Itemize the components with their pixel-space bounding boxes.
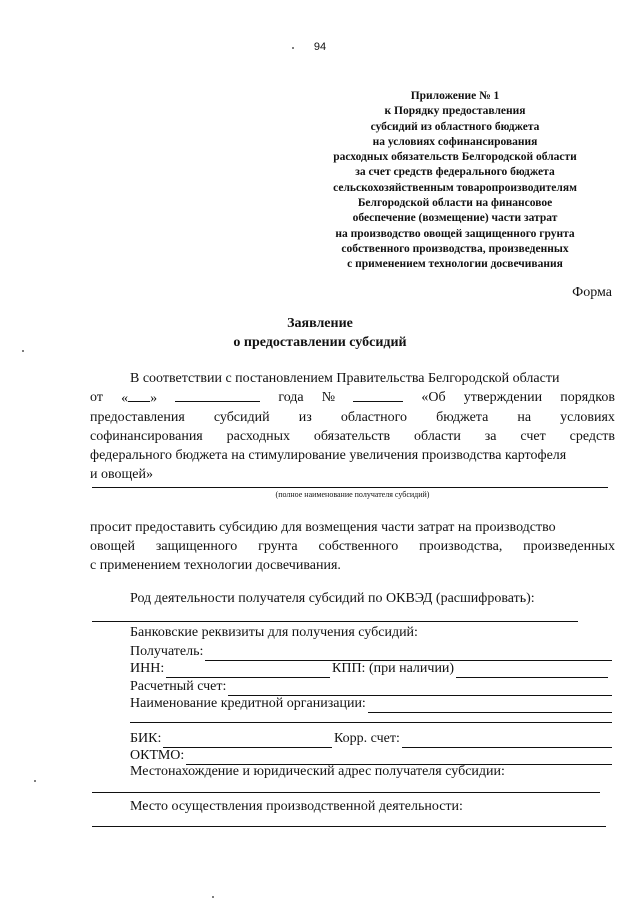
okved-line[interactable] [92, 621, 578, 622]
account-label: Расчетный счет: [130, 679, 227, 694]
intro-word: софинансирования [90, 429, 203, 444]
intro-line [90, 408, 615, 427]
appendix-line: расходных обязательств Белгородской области [333, 151, 577, 164]
activity-place-label: Место осуществления производственной деятельности: [130, 799, 463, 814]
intro-word: из [298, 410, 312, 425]
appendix-line: субсидий из областного бюджета [370, 120, 540, 133]
corr-account-label: Корр. счет: [334, 731, 400, 746]
intro-word: бюджета [436, 410, 489, 425]
activity-place-line[interactable] [92, 826, 606, 827]
number-blank[interactable] [353, 388, 403, 402]
okved-label: Род деятельности получателя субсидий по ОКВЭД (расшифровать): [130, 591, 535, 606]
intro-word: предоставления [90, 410, 185, 425]
scan-speck [292, 47, 294, 49]
intro-line: В соответствии с постановлением Правительства Белгородской области [130, 371, 560, 386]
request-line: с применением технологии досвечивания. [90, 558, 341, 573]
kpp-label: КПП: (при наличии) [332, 661, 455, 676]
scan-speck [22, 350, 24, 352]
intro-word: за [484, 429, 497, 444]
intro-word: № [321, 390, 336, 405]
appendix-line: собственного производства, произведенных [341, 242, 569, 255]
intro-line [90, 427, 615, 446]
intro-word: условиях [560, 410, 615, 425]
bank-name-blank[interactable] [368, 698, 612, 713]
intro-word: обязательств [313, 429, 391, 444]
appendix-line: Приложение № 1 [410, 90, 500, 102]
day-blank[interactable] [128, 388, 150, 402]
month-blank[interactable] [175, 388, 260, 402]
intro-word: «Об [421, 390, 446, 405]
recipient-caption: (полное наименование получателя субсидий) [275, 490, 430, 499]
address-label: Местонахождение и юридический адрес получателя субсидии: [130, 764, 505, 779]
inn-label: ИНН: [130, 661, 165, 676]
inn-blank[interactable] [166, 663, 330, 678]
intro-word: » [150, 391, 158, 406]
address-line[interactable] [92, 792, 600, 793]
recipient-label: Получатель: [130, 644, 204, 659]
bank-name-line-2[interactable] [130, 722, 612, 723]
appendix-header [300, 89, 610, 273]
request-line: просит предоставить субсидию для возмещения части затрат на производство [90, 520, 556, 535]
intro-word: областного [340, 410, 408, 425]
appendix-line: Белгородской области на финансовое [357, 197, 553, 210]
intro-line: и овощей» [90, 467, 153, 482]
appendix-line: сельскохозяйственным товаропроизводителям [333, 181, 577, 194]
scan-speck [34, 780, 36, 782]
appendix-line: за счет средств федерального бюджета [355, 166, 555, 179]
page-number: 94 [313, 41, 327, 53]
intro-word: средств [569, 429, 615, 444]
form-label: Форма [572, 285, 612, 300]
intro-word: порядков [560, 390, 615, 405]
appendix-line: с применением технологии досвечивания [347, 258, 563, 271]
intro-word: от [90, 390, 103, 405]
kpp-blank[interactable] [456, 663, 608, 678]
request-line [90, 537, 615, 556]
intro-word: утверждении [463, 390, 543, 405]
inn-field[interactable] [130, 659, 330, 678]
appendix-line: обеспечение (возмещение) части затрат [352, 212, 558, 225]
intro-line: федерального бюджета на стимулирование увеличения производства картофеля [90, 448, 567, 463]
intro-word: счет [520, 429, 546, 444]
bank-name-field[interactable] [130, 694, 612, 713]
kpp-field[interactable] [332, 659, 608, 678]
intro-line-date [90, 388, 615, 408]
appendix-line: к Порядку предоставления [384, 105, 526, 118]
document-title [0, 314, 640, 352]
oktmo-label: ОКТМО: [130, 748, 185, 763]
intro-word: расходных [226, 429, 290, 444]
title-line-1: Заявление [287, 316, 353, 331]
intro-word: на [517, 410, 532, 425]
bank-heading: Банковские реквизиты для получения субсидий: [130, 625, 418, 640]
bik-label: БИК: [130, 731, 162, 746]
intro-paragraph [90, 369, 615, 484]
request-paragraph [90, 518, 615, 575]
bank-name-label: Наименование кредитной организации: [130, 696, 366, 711]
scan-speck [212, 896, 214, 898]
intro-word: субсидий [213, 410, 270, 425]
title-line-2: о предоставлении субсидий [233, 335, 407, 350]
request-text: овощей защищенного грунта собственного производства, произведенных [90, 539, 615, 554]
intro-word: года [278, 390, 304, 405]
appendix-line: на производство овощей защищенного грунта [335, 227, 575, 240]
recipient-name-line[interactable] [92, 487, 608, 488]
appendix-line: на условиях софинансирования [372, 135, 538, 148]
intro-word: области [414, 429, 461, 444]
intro-word: « [121, 391, 129, 406]
